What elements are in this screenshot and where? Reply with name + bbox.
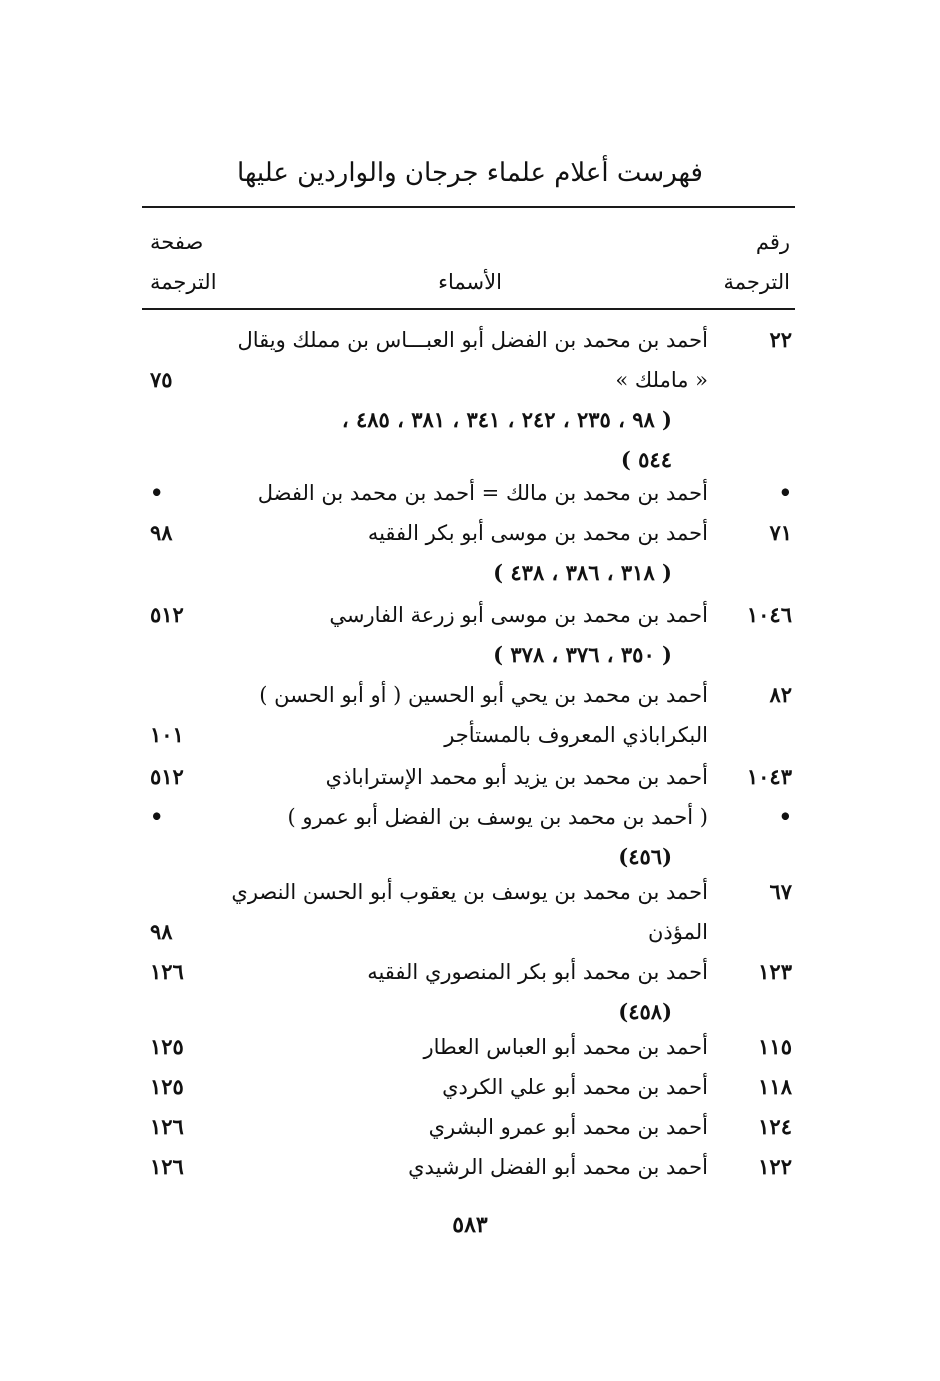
entry-number: ٧١ bbox=[769, 520, 792, 545]
entry-page: • bbox=[150, 804, 164, 829]
entry-references: ( ٣٥٠ ، ٣٧٦ ، ٣٧٨ ) bbox=[493, 642, 672, 667]
entry-name-line: أحمد بن محمد أبو بكر المنصوري الفقيه bbox=[367, 960, 708, 984]
entry-references: (٤٥٦) bbox=[618, 844, 672, 869]
header-rule bbox=[142, 308, 795, 310]
entry-name-line: أحمد بن محمد أبو عمرو البشري bbox=[428, 1115, 708, 1139]
entry-name-line: « ماملك » bbox=[615, 368, 708, 392]
entry-name-line: أحمد بن محمد أبو علي الكردي bbox=[442, 1075, 708, 1099]
entry-name-line: أحمد بن محمد بن يحي أبو الحسين ( أو أبو الحسن ) bbox=[259, 683, 708, 707]
entry-references: ( ٣١٨ ، ٣٨٦ ، ٤٣٨ ) bbox=[493, 560, 672, 585]
entry-number: ٦٧ bbox=[769, 879, 792, 904]
entry-page: ٥١٢ bbox=[150, 602, 184, 627]
entry-number: ١١٥ bbox=[758, 1034, 792, 1059]
header-page-col bbox=[150, 222, 217, 302]
entry-number: ١٢٣ bbox=[758, 959, 792, 984]
header-number-line2: الترجمة bbox=[723, 270, 790, 294]
entry-number: ١٠٤٣ bbox=[746, 764, 792, 789]
entry-number: • bbox=[778, 804, 792, 829]
entry-number: ١١٨ bbox=[758, 1074, 792, 1099]
entry-name-line: أحمد بن محمد بن يزيد أبو محمد الإستراباذي bbox=[325, 765, 708, 789]
entry-page: ٩٨ bbox=[150, 520, 173, 545]
entry-name-line: البكراباذي المعروف بالمستأجر bbox=[444, 723, 708, 747]
entry-number: ٢٢ bbox=[769, 327, 792, 352]
entry-number: ١٠٤٦ bbox=[746, 602, 792, 627]
header-names-col: الأسماء bbox=[438, 270, 502, 294]
entry-page: ١٢٦ bbox=[150, 1114, 184, 1139]
entry-page: • bbox=[150, 480, 164, 505]
top-rule bbox=[142, 206, 795, 208]
entry-page: ٩٨ bbox=[150, 919, 173, 944]
entry-page: ٧٥ bbox=[150, 367, 173, 392]
entry-page: ١٢٥ bbox=[150, 1034, 184, 1059]
entry-number: • bbox=[778, 480, 792, 505]
entry-references: ( ٩٨ ، ٢٣٥ ، ٢٤٢ ، ٣٤١ ، ٣٨١ ، ٤٨٥ ، bbox=[341, 407, 672, 432]
header-page-line1: صفحة bbox=[150, 230, 204, 254]
entry-number: ٨٢ bbox=[769, 682, 792, 707]
page-title: فهرست أعلام علماء جرجان والواردين عليها bbox=[237, 158, 703, 188]
entry-number: ١٢٢ bbox=[758, 1154, 792, 1179]
entry-references: ٥٤٤ ) bbox=[620, 447, 672, 472]
header-number-line1: رقم bbox=[755, 230, 790, 254]
entry-name-line: المؤذن bbox=[648, 920, 708, 944]
entry-name-line: أحمد بن محمد بن الفضل أبو العبـــاس بن مملك ويقال bbox=[237, 328, 708, 352]
entry-references: (٤٥٨) bbox=[618, 999, 672, 1024]
header-page-line2: الترجمة bbox=[150, 270, 217, 294]
entry-name-line: أحمد بن محمد بن موسى أبو بكر الفقيه bbox=[367, 521, 708, 545]
entry-page: ١٢٦ bbox=[150, 1154, 184, 1179]
entry-name-line: أحمد بن محمد أبو الفضل الرشيدي bbox=[408, 1155, 708, 1179]
page-number: ٥٨٣ bbox=[452, 1212, 488, 1238]
entry-page: ٥١٢ bbox=[150, 764, 184, 789]
entry-name-line: أحمد بن محمد بن مالك = أحمد بن محمد بن الفضل bbox=[257, 481, 708, 505]
entry-name-line: أحمد بن محمد أبو العباس العطار bbox=[423, 1035, 708, 1059]
entry-page: ١٢٦ bbox=[150, 959, 184, 984]
entry-page: ١٠١ bbox=[150, 722, 184, 747]
entry-page: ١٢٥ bbox=[150, 1074, 184, 1099]
entry-number: ١٢٤ bbox=[758, 1114, 792, 1139]
entry-name-line: أحمد بن محمد بن يوسف بن يعقوب أبو الحسن النصري bbox=[231, 880, 708, 904]
entry-name-line: ( أحمد بن محمد بن يوسف بن الفضل أبو عمرو ) bbox=[287, 805, 708, 829]
entry-name-line: أحمد بن محمد بن موسى أبو زرعة الفارسي bbox=[329, 603, 708, 627]
